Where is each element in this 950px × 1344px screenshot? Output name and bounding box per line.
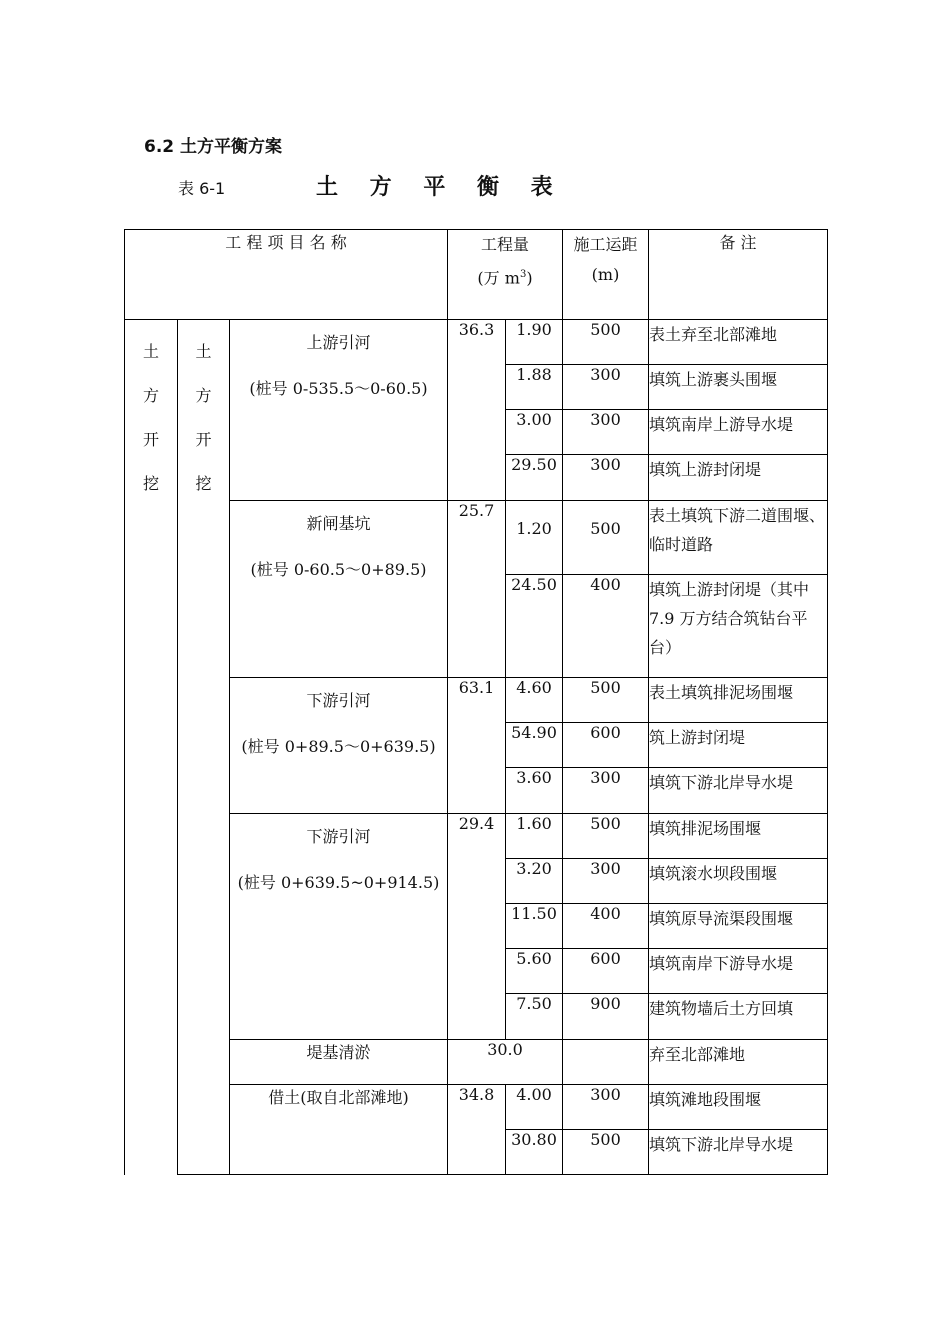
amount-cell: 3.20 bbox=[506, 859, 563, 904]
distance-cell: 900 bbox=[563, 994, 649, 1040]
distance-cell: 300 bbox=[563, 410, 649, 455]
note-cell: 填筑下游北岸导水堤 bbox=[649, 768, 828, 814]
project-name: 上游引河 bbox=[306, 333, 371, 352]
project-total: 34.8 bbox=[448, 1085, 506, 1175]
header-quantity-label: 工程量 bbox=[480, 235, 529, 254]
amount-cell: 54.90 bbox=[506, 723, 563, 768]
category-level2-char: 开 bbox=[195, 430, 212, 449]
project-name-downstream-2 bbox=[230, 814, 448, 1040]
note-cell: 表土填筑下游二道围堰、临时道路 bbox=[649, 501, 828, 575]
project-total: 25.7 bbox=[448, 501, 506, 678]
note-cell: 表土弃至北部滩地 bbox=[649, 320, 828, 365]
category-level1-char: 土 bbox=[142, 342, 159, 361]
project-name-dike-dredging: 堤基清淤 bbox=[230, 1040, 448, 1085]
project-total: 63.1 bbox=[448, 678, 506, 814]
project-range: (桩号 0-60.5～0+89.5) bbox=[250, 560, 427, 579]
note-cell: 填筑上游裹头围堰 bbox=[649, 365, 828, 410]
project-range: (桩号 0+89.5～0+639.5) bbox=[241, 737, 436, 756]
distance-cell: 500 bbox=[563, 814, 649, 859]
distance-cell bbox=[563, 1040, 649, 1085]
note-cell: 筑上游封闭堤 bbox=[649, 723, 828, 768]
category-level1 bbox=[125, 320, 178, 1175]
amount-cell: 4.00 bbox=[506, 1085, 563, 1130]
table-row bbox=[125, 501, 828, 575]
header-row bbox=[125, 230, 828, 320]
distance-cell: 500 bbox=[563, 320, 649, 365]
amount-cell: 24.50 bbox=[506, 575, 563, 678]
distance-cell: 300 bbox=[563, 859, 649, 904]
distance-cell: 400 bbox=[563, 575, 649, 678]
category-level2-char: 挖 bbox=[195, 474, 212, 493]
table-row bbox=[125, 814, 828, 859]
amount-cell: 1.20 bbox=[506, 501, 563, 575]
amount-cell: 30.80 bbox=[506, 1130, 563, 1175]
project-range: (桩号 0+639.5~0+914.5) bbox=[237, 873, 440, 892]
distance-cell: 300 bbox=[563, 768, 649, 814]
note-cell: 填筑排泥场围堰 bbox=[649, 814, 828, 859]
header-quantity bbox=[448, 230, 563, 320]
category-level2-char: 方 bbox=[195, 386, 212, 405]
category-level2 bbox=[178, 320, 230, 1175]
header-distance-unit: (m) bbox=[591, 265, 620, 284]
distance-cell: 600 bbox=[563, 949, 649, 994]
note-cell: 填筑原导流渠段围堰 bbox=[649, 904, 828, 949]
distance-cell: 600 bbox=[563, 723, 649, 768]
header-distance bbox=[563, 230, 649, 320]
project-name-downstream-1 bbox=[230, 678, 448, 814]
note-cell: 填筑上游封闭堤（其中 7.9 万方结合筑钻台平台） bbox=[649, 575, 828, 678]
project-range: (桩号 0-535.5～0-60.5) bbox=[249, 379, 428, 398]
distance-cell: 500 bbox=[563, 501, 649, 575]
table-title: 土 方 平 衡 表 bbox=[316, 175, 565, 200]
project-name: 下游引河 bbox=[306, 827, 371, 846]
distance-cell: 500 bbox=[563, 1130, 649, 1175]
amount-cell: 29.50 bbox=[506, 455, 563, 501]
table-row bbox=[125, 320, 828, 365]
table-row bbox=[125, 1040, 828, 1085]
amount-cell: 1.60 bbox=[506, 814, 563, 859]
header-project: 工 程 项 目 名 称 bbox=[125, 230, 448, 320]
note-cell: 填筑南岸下游导水堤 bbox=[649, 949, 828, 994]
project-total: 29.4 bbox=[448, 814, 506, 1040]
section-title: 6.2 土方平衡方案 bbox=[144, 137, 283, 157]
note-cell: 填筑上游封闭堤 bbox=[649, 455, 828, 501]
note-cell: 填筑下游北岸导水堤 bbox=[649, 1130, 828, 1175]
distance-cell: 400 bbox=[563, 904, 649, 949]
distance-cell: 300 bbox=[563, 1085, 649, 1130]
distance-cell: 300 bbox=[563, 365, 649, 410]
header-remark: 备 注 bbox=[649, 230, 828, 320]
project-name-borrow: 借土(取自北部滩地) bbox=[230, 1085, 448, 1175]
amount-cell: 1.88 bbox=[506, 365, 563, 410]
category-level1-char: 挖 bbox=[142, 474, 159, 493]
project-total: 36.3 bbox=[448, 320, 506, 501]
amount-cell: 3.00 bbox=[506, 410, 563, 455]
project-name-upstream bbox=[230, 320, 448, 501]
amount-cell: 3.60 bbox=[506, 768, 563, 814]
category-level1-char: 方 bbox=[142, 386, 159, 405]
header-distance-label: 施工运距 bbox=[573, 235, 638, 254]
note-cell: 填筑滚水坝段围堰 bbox=[649, 859, 828, 904]
project-total: 30.0 bbox=[448, 1040, 563, 1085]
amount-cell: 7.50 bbox=[506, 994, 563, 1040]
note-cell: 填筑滩地段围堰 bbox=[649, 1085, 828, 1130]
category-level1-char: 开 bbox=[142, 430, 159, 449]
note-cell: 填筑南岸上游导水堤 bbox=[649, 410, 828, 455]
amount-cell: 1.90 bbox=[506, 320, 563, 365]
project-name: 下游引河 bbox=[306, 691, 371, 710]
header-quantity-unit: (万 m bbox=[477, 268, 520, 288]
earthwork-balance-table bbox=[124, 229, 828, 1175]
distance-cell: 500 bbox=[563, 678, 649, 723]
header-quantity-sup: 3 bbox=[519, 269, 527, 280]
note-cell: 建筑物墙后土方回填 bbox=[649, 994, 828, 1040]
amount-cell: 5.60 bbox=[506, 949, 563, 994]
distance-cell: 300 bbox=[563, 455, 649, 501]
table-row bbox=[125, 1085, 828, 1130]
project-name: 新闸基坑 bbox=[306, 514, 371, 533]
category-level2-char: 土 bbox=[195, 342, 212, 361]
note-cell: 弃至北部滩地 bbox=[649, 1040, 828, 1085]
amount-cell: 11.50 bbox=[506, 904, 563, 949]
project-name-new-gate-pit bbox=[230, 501, 448, 678]
table-row bbox=[125, 678, 828, 723]
amount-cell: 4.60 bbox=[506, 678, 563, 723]
note-cell: 表土填筑排泥场围堰 bbox=[649, 678, 828, 723]
table-number: 表 6-1 bbox=[178, 179, 226, 198]
header-quantity-close: ) bbox=[526, 268, 533, 288]
